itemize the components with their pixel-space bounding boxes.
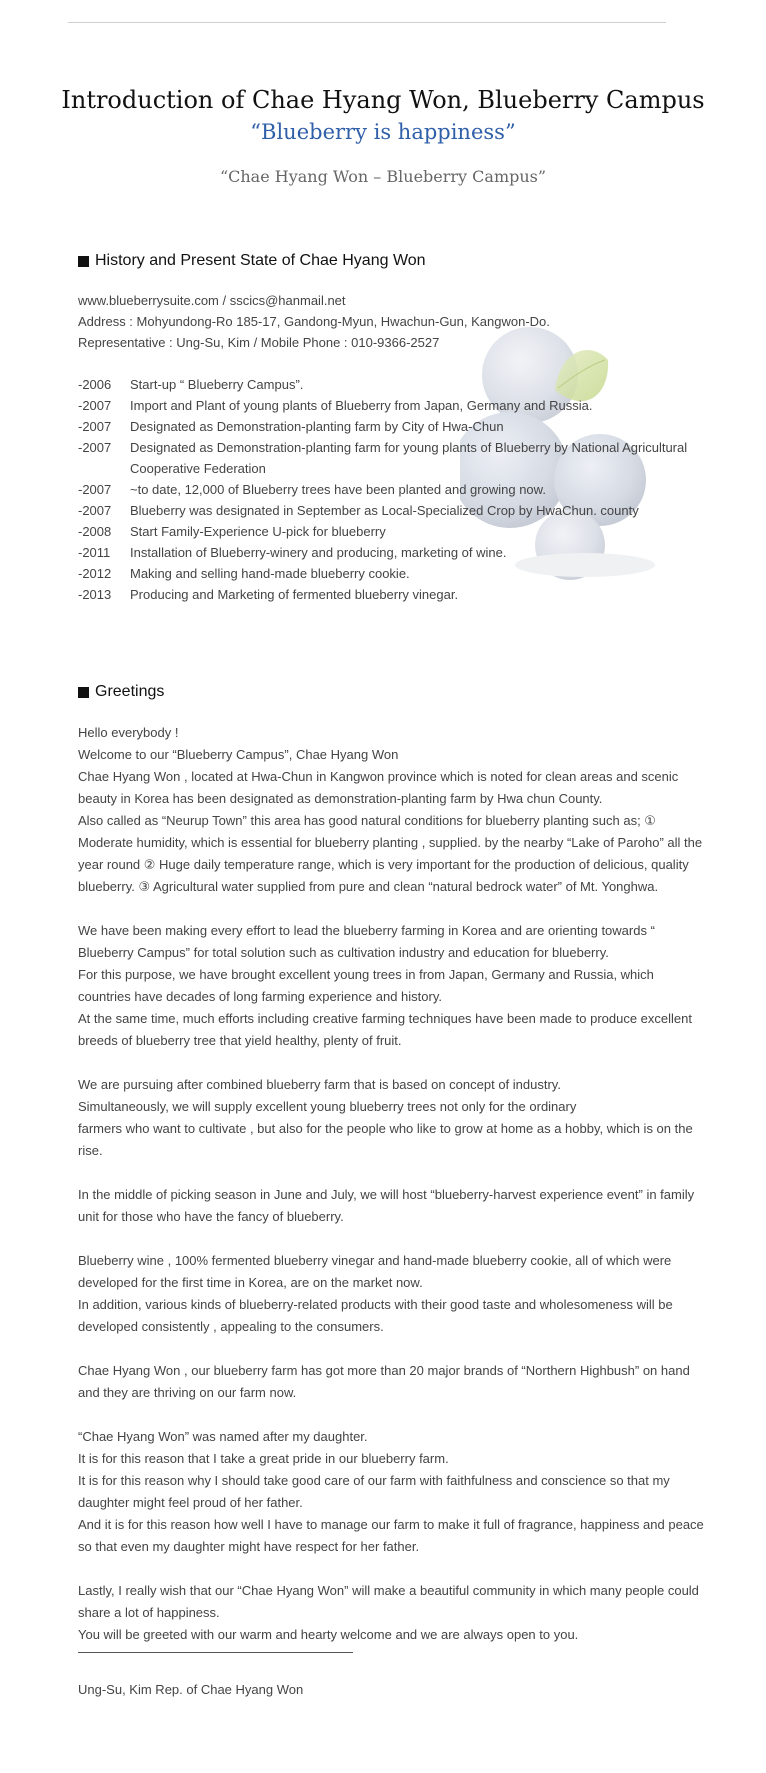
timeline-row — [78, 374, 718, 395]
timeline-year: -2006 — [78, 377, 112, 392]
timeline-year: -2013 — [78, 587, 112, 602]
contact-representative: Representative : Ung-Su, Kim / Mobile Phone : 010-9366-2527 — [78, 335, 440, 350]
greeting-paragraph: “Chae Hyang Won” was named after my daughter. It is for this reason that I take a great pride in our blueberry farm. It is for this reason why I should take good care of our farm with faithfulness and conscience so that my daughter might feel proud of her father. And it is for this reason how well I have to manage our farm to make it full of fragrance, happiness and peace so that even my daughter might have respect for her father. — [78, 1429, 704, 1554]
timeline-year: -2008 — [78, 524, 112, 539]
square-bullet-icon — [78, 256, 89, 267]
timeline-text: Installation of Blueberry-winery and producing, marketing of wine. — [130, 545, 507, 560]
timeline-text: Designated as Demonstration-planting farm for young plants of Blueberry by National Agricultural Cooperative Federation — [130, 440, 688, 476]
timeline-text: Designated as Demonstration-planting farm by City of Hwa-Chun — [130, 419, 504, 434]
timeline-row — [78, 416, 718, 437]
top-divider — [68, 22, 666, 23]
page-title: Introduction of Chae Hyang Won, Blueberry Campus — [61, 86, 705, 114]
greeting-paragraph: Blueberry wine , 100% fermented blueberry vinegar and hand-made blueberry cookie, all of which were developed for the first time in Korea, are on the market now. In addition, various kinds of blueberry-related products with their good taste and wholesomeness will be developed consistently , appealing to the consumers. — [78, 1253, 673, 1334]
greetings-body — [78, 722, 704, 1701]
contact-web-email: www.blueberrysuite.com / sscics@hanmail.net — [78, 293, 346, 308]
timeline-text: Making and selling hand-made blueberry cookie. — [130, 566, 410, 581]
greeting-paragraph: We are pursuing after combined blueberry farm that is based on concept of industry. Simultaneously, we will supply excellent young blueberry trees not only for the ordinary farmers who want to cultivate , but also for the people who like to grow at home as a hobby, which is on the rise. — [78, 1077, 693, 1158]
timeline-text: ~to date, 12,000 of Blueberry trees have been planted and growing now. — [130, 482, 546, 497]
timeline-row — [78, 521, 718, 542]
timeline-year: -2007 — [78, 503, 112, 518]
signature-divider — [78, 1652, 353, 1653]
greeting-paragraph: Hello everybody ! Welcome to our “Blueberry Campus”, Chae Hyang Won Chae Hyang Won , located at Hwa-Chun in Kangwon province which is noted for clean areas and scenic beauty in Korea has been designated as demonstration-planting farm by Hwa chun County. Also called as “Neurup Town” this area has good natural conditions for blueberry planting such as; ① Moderate humidity, which is essential for blueberry planting , supplied. by the nearby “Lake of Paroho” all the year round ② Huge daily temperature range, which is very important for the production of delicious, quality blueberry. ③ Agricultural water supplied from pure and clean “natural bedrock water” of Mt. Yonghwa. — [78, 725, 703, 894]
signature: Ung-Su, Kim Rep. of Chae Hyang Won — [78, 1682, 304, 1697]
page-subtitle: “Chae Hyang Won – Blueberry Campus” — [219, 167, 547, 186]
contact-address: Address : Mohyundong-Ro 185-17, Gandong-Myun, Hwachun-Gun, Kangwon-Do. — [78, 314, 550, 329]
timeline-text: Producing and Marketing of fermented blueberry vinegar. — [130, 587, 459, 602]
history-heading — [78, 252, 426, 270]
timeline-row — [78, 500, 718, 521]
timeline-row — [78, 395, 718, 416]
square-bullet-icon — [78, 687, 89, 698]
timeline-year: -2012 — [78, 566, 112, 581]
timeline-row — [78, 437, 718, 479]
timeline-row — [78, 479, 718, 500]
timeline-year: -2007 — [78, 419, 112, 434]
timeline-year: -2007 — [78, 482, 112, 497]
greeting-paragraph: We have been making every effort to lead the blueberry farming in Korea and are orienting towards “ Blueberry Campus” for total solution such as cultivation industry and education for blueberry. For this purpose, we have brought excellent young trees in from Japan, Germany and Russia, which countries have decades of long farming experience and history. At the same time, much efforts including creative farming techniques have been made to produce excellent breeds of blueberry tree that yield healthy, plenty of fruit. — [78, 923, 692, 1048]
timeline-row — [78, 542, 718, 563]
timeline-text: Start-up “ Blueberry Campus”. — [130, 377, 304, 392]
timeline-year: -2007 — [78, 440, 112, 455]
greetings-heading — [78, 683, 164, 701]
timeline-row — [78, 563, 718, 584]
timeline-row — [78, 584, 718, 605]
timeline-year: -2007 — [78, 398, 112, 413]
timeline-text: Start Family-Experience U-pick for blueberry — [130, 524, 386, 539]
timeline-text: Blueberry was designated in September as Local-Specialized Crop by HwaChun. county — [130, 503, 639, 518]
history-timeline — [78, 374, 718, 605]
history-heading-label: History and Present State of Chae Hyang Won — [95, 252, 426, 269]
timeline-text: Import and Plant of young plants of Blueberry from Japan, Germany and Russia. — [130, 398, 593, 413]
greeting-paragraph: Chae Hyang Won , our blueberry farm has got more than 20 major brands of “Northern Highbush” on hand and they are thriving on our farm now. — [78, 1363, 690, 1400]
greeting-paragraph: Lastly, I really wish that our “Chae Hyang Won” will make a beautiful community in which many people could share a lot of happiness. You will be greeted with our warm and hearty welcome and we are always open to you. — [78, 1583, 699, 1642]
greeting-paragraph: In the middle of picking season in June and July, we will host “blueberry-harvest experience event” in family unit for those who have the fancy of blueberry. — [78, 1187, 695, 1224]
greetings-heading-label: Greetings — [95, 683, 165, 700]
page-slogan: “Blueberry is happiness” — [250, 120, 516, 144]
timeline-year: -2011 — [78, 545, 111, 560]
